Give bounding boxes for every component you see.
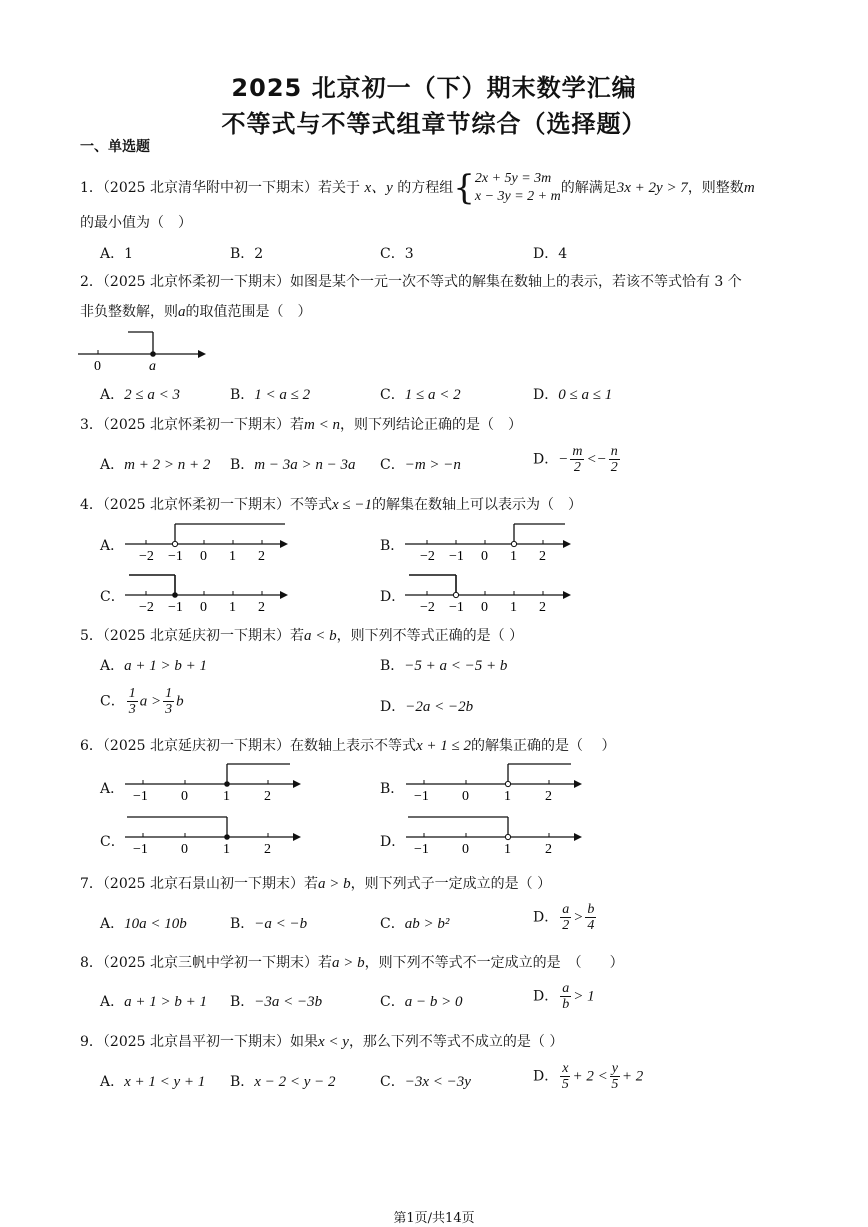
q2-option-c-label: C． (380, 387, 405, 403)
q8-option-d-label: D． (533, 988, 559, 1005)
q3-option-c-label: C． (380, 457, 405, 473)
q6-d-tick-n1: −1 (414, 842, 429, 857)
q4-b-number-line (405, 520, 575, 565)
q3-option-b-math: m − 3a > n − 3a (254, 457, 356, 473)
q7-stem-b: ，则下列式子一定成立的是（ ） (350, 876, 552, 892)
q9-option-d[interactable] (533, 1061, 643, 1092)
q5-option-b-label: B． (380, 658, 405, 674)
q3-option-a-label: A． (100, 457, 125, 473)
q3-option-c-math: −m > −n (404, 457, 461, 473)
q4-b-tick-1: 1 (510, 549, 517, 564)
q6-a-number-line (125, 760, 305, 806)
q2-option-a-label: A． (100, 387, 125, 403)
q8-option-a[interactable] (100, 991, 207, 1011)
q4-b-tick-n1: −1 (449, 549, 464, 564)
q3-option-c[interactable] (380, 454, 461, 474)
q7-d-den2: 4 (587, 918, 595, 933)
q1-stem (80, 170, 755, 206)
q8-option-d[interactable] (533, 981, 595, 1012)
q7-option-c-label: C． (380, 916, 405, 932)
q4-c-number-line (125, 571, 290, 616)
q4-a-tick-0: 0 (200, 549, 207, 564)
q7-option-d-label: D． (533, 909, 559, 926)
q4-c-tick-0: 0 (200, 600, 207, 615)
q2-label-a: a (149, 359, 156, 374)
q6-condition: x + 1 ≤ 2 (416, 738, 472, 754)
q7-option-c[interactable] (380, 913, 449, 933)
q9-d-frac1 (560, 1061, 570, 1092)
q8-option-b-label: B． (230, 994, 255, 1010)
q4-b-tick-n2: −2 (420, 549, 435, 564)
q2-option-d-math: 0 ≤ a ≤ 1 (558, 387, 613, 403)
q2-number-line (78, 325, 208, 375)
q6-b-tick-n1: −1 (414, 789, 429, 804)
q1-vars: x、y (364, 180, 393, 196)
q2-option-c-math: 1 ≤ a < 2 (404, 387, 461, 403)
q6-a-tick-2: 2 (264, 789, 271, 804)
q6-option-d[interactable]: D． (380, 834, 406, 850)
q7-option-c-math: ab > b² (404, 916, 450, 932)
q3-d-den1: 2 (573, 460, 581, 475)
q9-d-den2: 5 (611, 1077, 619, 1092)
q2-option-c[interactable] (380, 384, 461, 404)
q8-option-c-label: C． (380, 994, 405, 1010)
q4-c-tick-2: 2 (258, 600, 265, 615)
q3-option-d[interactable] (533, 444, 622, 475)
q2-option-d[interactable] (533, 384, 612, 404)
q2-option-a-math: 2 ≤ a < 3 (124, 387, 180, 403)
q3-d-num1: m (572, 444, 583, 459)
q1-stem-b: 的方程组 (392, 180, 454, 196)
q2-option-d-label: D． (533, 387, 559, 403)
q7-d-frac1 (560, 902, 571, 933)
q6-d-tick-2: 2 (545, 842, 552, 857)
q8-d-num: a (562, 981, 570, 996)
q9-option-c[interactable] (380, 1071, 471, 1091)
q9-option-c-math: −3x < −3y (404, 1074, 471, 1090)
q2-stem: 2．（2025 北京怀柔初一下期末）如图是某个一元一次不等式的解集在数轴上的表示，若该不等式恰有 3 个 (80, 274, 742, 290)
q4-c-tick-n1: −1 (168, 600, 183, 615)
q9-d-mid: + 2 < (572, 1068, 608, 1085)
q4-option-d[interactable]: D． (380, 589, 406, 605)
q6-b-tick-0: 0 (462, 789, 469, 804)
q7-option-b-label: B． (230, 916, 255, 932)
section-heading: 一、单选题 (80, 139, 150, 155)
q3-stem-b: ，则下列结论正确的是（ ） (339, 417, 522, 433)
q4-stem-b: 的解集在数轴上可以表示为（ ） (372, 497, 583, 513)
q8-d-den: b (562, 997, 570, 1012)
q1-option-a[interactable]: A．1 (100, 246, 134, 262)
q8-option-a-label: A． (100, 994, 125, 1010)
q2-line2a: 非负整数解，则 (80, 304, 178, 320)
q7-d-num1: a (562, 902, 570, 917)
q9-d-num2: y (611, 1061, 618, 1076)
q8-condition: a > b (332, 955, 365, 971)
q4-c-tick-1: 1 (229, 600, 236, 615)
q5-option-c[interactable] (100, 686, 184, 717)
q4-a-tick-n2: −2 (139, 549, 154, 564)
q9-stem-a: 9．（2025 北京昌平初一下期末）如果 (80, 1034, 318, 1050)
q5-option-a-math: a + 1 > b + 1 (124, 658, 207, 674)
q3-stem (80, 414, 522, 434)
q7-option-a[interactable] (100, 913, 187, 933)
q1-stem-c: 的解满足 (560, 180, 617, 196)
q3-option-b-label: B． (230, 457, 255, 473)
q6-c-tick-n1: −1 (133, 842, 148, 857)
q9-stem-b: ，那么下列不等式不成立的是（ ） (348, 1034, 564, 1050)
q8-option-c[interactable] (380, 991, 462, 1011)
q8-option-b-math: −3a < −3b (254, 994, 323, 1010)
q7-option-b[interactable] (230, 913, 307, 933)
q4-d-tick-2: 2 (539, 600, 546, 615)
q5-c-den2: 3 (165, 702, 173, 717)
q3-option-a[interactable] (100, 454, 210, 474)
q6-d-number-line (406, 813, 586, 859)
q7-condition: a > b (318, 876, 351, 892)
q7-option-d[interactable] (533, 902, 598, 933)
q9-option-d-label: D． (533, 1068, 559, 1085)
q6-c-number-line (125, 813, 305, 859)
q6-stem-b: 的解集正确的是（ ） (471, 738, 616, 754)
q6-c-tick-1: 1 (223, 842, 230, 857)
q3-d-den2: 2 (610, 460, 618, 475)
q1-option-d[interactable]: D．4 (533, 246, 568, 262)
q5-option-d-label: D． (380, 699, 406, 715)
q7-stem (80, 873, 551, 893)
q5-option-a-label: A． (100, 658, 125, 674)
q9-d-num1: x (562, 1061, 569, 1076)
q5-stem-b: ，则下列不等式正确的是（ ） (336, 628, 524, 644)
q9-d-den1: 5 (561, 1077, 569, 1092)
q4-condition: x ≤ −1 (332, 497, 373, 513)
q5-c-num1: 1 (128, 686, 136, 701)
q8-stem-a: 8．（2025 北京三帆中学初一下期末）若 (80, 955, 332, 971)
q2-line2b: 的取值范围是（ ） (185, 304, 312, 320)
q6-stem-a: 6．（2025 北京延庆初一下期末）在数轴上表示不等式 (80, 738, 416, 754)
q7-d-rel: > (573, 909, 584, 926)
q6-a-tick-n1: −1 (133, 789, 148, 804)
q1-brace: { (453, 168, 475, 208)
document-title: 2025 北京初一（下）期末数学汇编 (231, 74, 637, 102)
q3-d-frac1 (570, 444, 584, 475)
q4-a-tick-n1: −1 (168, 549, 183, 564)
q6-c-tick-0: 0 (181, 842, 188, 857)
q8-d-rel: > 1 (573, 988, 595, 1005)
q4-d-number-line (405, 571, 575, 616)
q1-stem-a: 1．（2025 北京清华附中初一下期末）若关于 (80, 180, 365, 196)
q6-option-c[interactable]: C． (100, 834, 125, 850)
q9-option-a-label: A． (100, 1074, 125, 1090)
q6-option-b[interactable]: B． (380, 781, 405, 797)
q5-option-c-label: C． (100, 693, 125, 710)
q8-stem-b: ，则下列不等式不一定成立的是 （ ） (364, 955, 624, 971)
q5-c-var1: a > (139, 693, 162, 710)
q5-stem (80, 625, 523, 645)
q9-option-b[interactable] (230, 1071, 335, 1091)
q2-option-b-label: B． (230, 387, 255, 403)
q5-option-b[interactable] (380, 655, 507, 675)
q4-d-tick-1: 1 (510, 600, 517, 615)
q1-eq2: x − 3y = 2 + m (474, 189, 561, 204)
q4-d-tick-n2: −2 (420, 600, 435, 615)
q5-c-den1: 3 (128, 702, 136, 717)
q6-d-tick-0: 0 (462, 842, 469, 857)
q8-option-b[interactable] (230, 991, 322, 1011)
q5-option-b-math: −5 + a < −5 + b (404, 658, 508, 674)
q3-d-minus2: − (596, 451, 607, 468)
q3-d-num2: n (610, 444, 618, 459)
q6-option-a[interactable]: A． (100, 781, 125, 797)
q4-b-tick-0: 0 (481, 549, 488, 564)
q5-option-d-math: −2a < −2b (405, 699, 474, 715)
q3-option-b[interactable] (230, 454, 356, 474)
q4-a-number-line (125, 520, 290, 565)
q9-condition: x < y (318, 1034, 349, 1050)
q6-a-tick-1: 1 (223, 789, 230, 804)
q2-option-b[interactable] (230, 384, 310, 404)
q4-a-tick-2: 2 (258, 549, 265, 564)
q3-d-frac2 (609, 444, 620, 475)
q4-option-b[interactable]: B． (380, 538, 405, 554)
q7-d-den1: 2 (562, 918, 570, 933)
q5-c-frac2 (163, 686, 174, 717)
q1-equation-system (475, 170, 561, 206)
q2-line2 (80, 301, 312, 321)
q9-option-a[interactable] (100, 1071, 205, 1091)
q1-eq1: 2x + 5y = 3m (474, 171, 552, 186)
q6-d-tick-1: 1 (504, 842, 511, 857)
q5-c-frac1 (127, 686, 138, 717)
q1-option-c[interactable]: C．3 (380, 246, 414, 262)
q6-b-number-line (406, 760, 586, 806)
q9-d-end: + 2 (621, 1068, 644, 1085)
q3-d-minus1: − (558, 451, 569, 468)
q6-b-tick-1: 1 (504, 789, 511, 804)
q8-stem (80, 952, 624, 972)
q5-option-d[interactable] (380, 696, 473, 716)
q6-c-tick-2: 2 (264, 842, 271, 857)
q3-condition: m < n (304, 417, 340, 433)
q9-stem (80, 1031, 563, 1051)
document-subtitle: 不等式与不等式组章节综合（选择题） (221, 110, 647, 138)
q3-stem-a: 3．（2025 北京怀柔初一下期末）若 (80, 417, 304, 433)
q7-option-a-math: 10a < 10b (124, 916, 187, 932)
q3-option-d-label: D． (533, 451, 559, 468)
q4-option-a[interactable]: A． (100, 538, 125, 554)
q9-option-b-label: B． (230, 1074, 255, 1090)
q8-option-c-math: a − b > 0 (404, 994, 463, 1010)
q8-option-a-math: a + 1 > b + 1 (124, 994, 207, 1010)
q1-option-b[interactable]: B．2 (230, 246, 264, 262)
q8-d-frac (560, 981, 571, 1012)
q7-stem-a: 7．（2025 北京石景山初一下期末）若 (80, 876, 318, 892)
q5-stem-a: 5．（2025 北京延庆初一下期末）若 (80, 628, 304, 644)
q4-stem-a: 4．（2025 北京怀柔初一下期末）不等式 (80, 497, 332, 513)
q7-d-frac2 (585, 902, 596, 933)
q1-condition: 3x + 2y > 7 (616, 180, 688, 196)
q5-condition: a < b (304, 628, 337, 644)
q7-option-b-math: −a < −b (254, 916, 308, 932)
q1-stem-d: ，则整数 (687, 180, 744, 196)
q9-option-c-label: C． (380, 1074, 405, 1090)
page-footer: 第1页/共14页 (393, 1211, 475, 1226)
q5-c-num2: 1 (165, 686, 173, 701)
q9-option-b-math: x − 2 < y − 2 (254, 1074, 336, 1090)
q7-d-num2: b (587, 902, 595, 917)
q4-d-tick-0: 0 (481, 600, 488, 615)
q1-line2: 的最小值为（ ） (80, 215, 192, 231)
q3-d-rel: < (586, 451, 597, 468)
q5-c-var2: b (176, 693, 184, 710)
q1-var-m: m (743, 180, 755, 196)
q4-c-tick-n2: −2 (139, 600, 154, 615)
q4-stem (80, 494, 582, 514)
q9-option-a-math: x + 1 < y + 1 (124, 1074, 206, 1090)
q5-option-a[interactable] (100, 655, 207, 675)
q6-stem (80, 735, 615, 755)
q4-a-tick-1: 1 (229, 549, 236, 564)
q2-label-0: 0 (94, 359, 101, 374)
q2-option-b-math: 1 < a ≤ 2 (254, 387, 311, 403)
q6-b-tick-2: 2 (545, 789, 552, 804)
q4-b-tick-2: 2 (539, 549, 546, 564)
q7-option-a-label: A． (100, 916, 125, 932)
q3-option-a-math: m + 2 > n + 2 (124, 457, 211, 473)
q4-d-tick-n1: −1 (449, 600, 464, 615)
q2-option-a[interactable] (100, 384, 180, 404)
q9-d-frac2 (610, 1061, 620, 1092)
q2-var-a: a (178, 304, 186, 320)
q6-a-tick-0: 0 (181, 789, 188, 804)
q4-option-c[interactable]: C． (100, 589, 125, 605)
